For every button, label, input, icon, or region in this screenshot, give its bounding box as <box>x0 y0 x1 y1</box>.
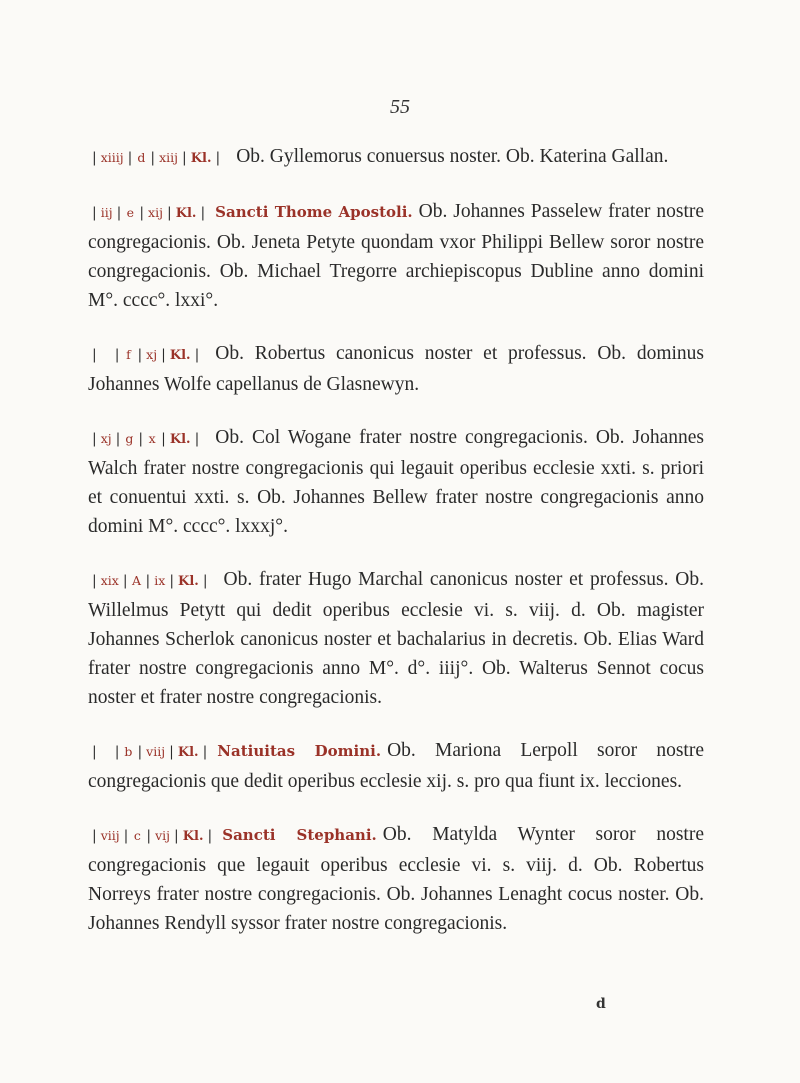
day-number: x <box>148 430 156 446</box>
calendar-columns: | iij | e | xij | Kl. | <box>88 205 209 220</box>
calendar-columns: | | b | viij | Kl. | <box>88 744 211 759</box>
dominical-letter: A <box>132 572 142 588</box>
calendar-entry <box>88 565 704 712</box>
feast-name: Natiuitas Domini. <box>217 741 382 760</box>
calendar-columns: | | f | xj | Kl. | <box>88 347 203 362</box>
calendar-columns: | xiiij | d | xiij | Kl. | <box>88 150 224 165</box>
golden-number: xix <box>100 572 119 588</box>
kalends-mark: Kl. <box>175 205 197 221</box>
calendar-columns: | xix | A | ix | Kl. | <box>88 573 212 588</box>
dominical-letter: g <box>125 430 134 446</box>
dominical-letter: d <box>137 149 146 165</box>
entry-text: Ob. Col Wogane frater nostre congregacionis. Ob. Johannes Walch frater nostre congregacionis qui legauit operibus ecclesie xxti. s. priori et conuentui xxti. s. Ob. Johannes Bellew frater nostre congregacionis anno domini M°. cccc°. lxxxj°. <box>88 426 704 537</box>
kalends-mark: Kl. <box>169 347 191 363</box>
dominical-letter: b <box>124 743 133 759</box>
calendar-entries <box>88 122 704 962</box>
calendar-entry <box>88 142 704 173</box>
entry-text: Ob. Mariona Lerpoll soror nostre congregacionis que dedit operibus ecclesie xij. s. pro qua fiunt ix. lecciones. <box>88 739 704 792</box>
calendar-entry <box>88 197 704 315</box>
day-number: xiij <box>159 149 178 165</box>
golden-number: viij <box>100 827 120 843</box>
golden-number: iij <box>100 204 113 220</box>
day-number: xj <box>146 346 158 362</box>
entry-text: Ob. Robertus canonicus noster et professus. Ob. dominus Johannes Wolfe capellanus de Glasnewyn. <box>88 342 704 395</box>
dominical-letter: e <box>126 204 135 220</box>
kalends-mark: Kl. <box>178 573 199 589</box>
kalends-mark: Kl. <box>190 150 212 166</box>
entry-text: Ob. frater Hugo Marchal canonicus noster et professus. Ob. Willelmus Petytt qui dedit operibus ecclesie vi. s. viij. d. Ob. magister Johannes Scherlok canonicus noster et bachalarius in decretis. Ob. Elias Ward frater nostre congregacionis anno M°. d°. iiij°. Ob. Walterus Sennot cocus noster et frater nostre congregacionis. <box>88 568 704 708</box>
calendar-entry <box>88 820 704 938</box>
kalends-mark: Kl. <box>177 744 199 760</box>
entry-text: Ob. Gyllemorus conuersus noster. Ob. Katerina Gallan. <box>236 145 669 167</box>
kalends-mark: Kl. <box>182 828 204 844</box>
calendar-entry <box>88 339 704 399</box>
entry-text: Ob. Johannes Passelew frater nostre congregacionis. Ob. Jeneta Petyte quondam vxor Philippi Bellew soror nostre congregacionis. Ob. Michael Tregorre archiepiscopus Dubline anno domini M°. cccc°. lxxi°. <box>88 200 705 311</box>
calendar-columns: | xj | g | x | Kl. | <box>88 431 203 446</box>
feast-name: Sancti Thome Apostoli. <box>215 202 413 221</box>
dominical-letter: f <box>126 346 131 362</box>
entry-text: Ob. Matylda Wynter soror nostre congregacionis que legauit operibus ecclesie vi. s. viij. d. Ob. Robertus Norreys frater nostre congregacionis. Ob. Johannes Lenaght cocus noster. Ob. Johannes Rendyll syssor frater nostre congregacionis. <box>88 823 704 934</box>
day-number: vij <box>155 827 171 843</box>
calendar-columns: | viij | c | vij | Kl. | <box>88 828 216 843</box>
golden-number: xiiij <box>100 149 124 165</box>
day-number: viij <box>146 743 166 759</box>
day-number: xij <box>148 204 163 220</box>
calendar-entry <box>88 736 704 796</box>
dominical-letter: c <box>133 827 141 843</box>
feast-name: Sancti Stephani. <box>222 825 377 844</box>
golden-number: xj <box>100 430 112 446</box>
page-number: 55 <box>390 96 410 118</box>
kalends-mark: Kl. <box>169 431 191 447</box>
day-number: ix <box>154 572 166 588</box>
catchword: d <box>596 996 606 1012</box>
calendar-entry <box>88 423 704 541</box>
